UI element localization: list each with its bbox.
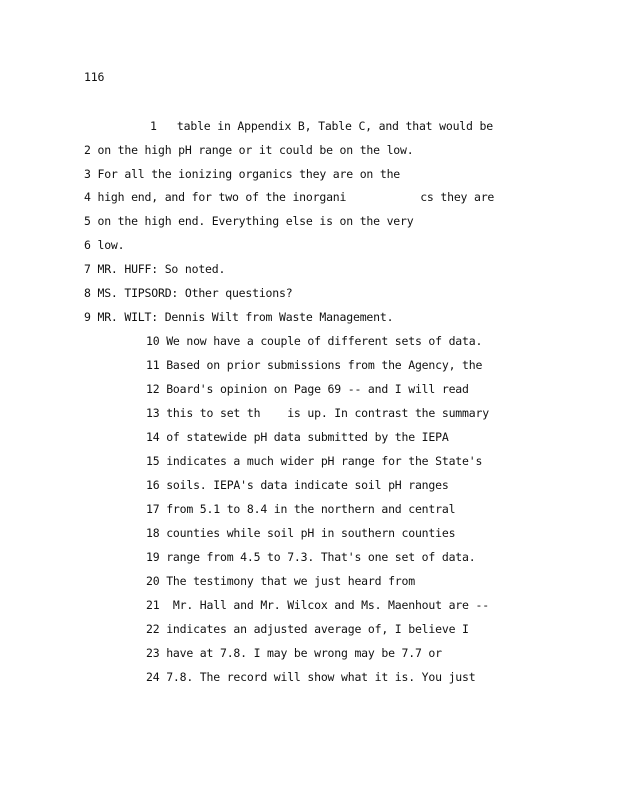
page-number: 116 [84,70,105,84]
line-number: 21 [146,598,160,612]
transcript-line [146,622,469,636]
line-text: Board's opinion on Page 69 -- and I will read [166,382,469,396]
line-number: 17 [146,502,160,516]
line-number: 4 [84,190,91,204]
transcript-line [150,119,493,133]
line-text: 7.8. The record will show what it is. You just [166,670,476,684]
line-text: on the high end. Everything else is on the very [97,214,414,228]
line-text: indicates an adjusted average of, I believe I [166,622,469,636]
line-text: soils. IEPA's data indicate soil pH ranges [166,478,449,492]
line-number: 1 [150,119,157,133]
transcript-line [146,502,455,516]
line-number: 24 [146,670,160,684]
line-text: counties while soil pH in southern counties [166,526,456,540]
transcript-line [146,406,489,420]
line-text: have at 7.8. I may be wrong may be 7.7 or [166,646,442,660]
line-number: 23 [146,646,160,660]
line-number: 6 [84,238,91,252]
line-text: high end, and for two of the inorgani cs they are [97,190,495,204]
line-number: 11 [146,358,160,372]
transcript-line [84,286,292,300]
line-text: indicates a much wider pH range for the State's [166,454,483,468]
transcript-line [84,238,124,252]
transcript-line [146,670,475,684]
line-number: 12 [146,382,160,396]
transcript-line [84,310,393,324]
line-number: 18 [146,526,160,540]
transcript-line [146,646,442,660]
line-number: 7 [84,262,91,276]
line-text: We now have a couple of different sets of data. [166,334,483,348]
line-number: 10 [146,334,160,348]
line-text: range from 4.5 to 7.3. That's one set of data. [166,550,476,564]
transcript-line [84,143,413,157]
transcript-line [146,478,449,492]
line-text: MR. WILT: Dennis Wilt from Waste Management. [97,310,394,324]
transcript-line [146,358,482,372]
line-text: from 5.1 to 8.4 in the northern and central [166,502,456,516]
line-text: The testimony that we just heard from [166,574,415,588]
transcript-line [146,574,415,588]
line-number: 16 [146,478,160,492]
line-number: 3 [84,167,91,181]
transcript-line [146,598,489,612]
transcript-line [146,454,482,468]
line-number: 14 [146,430,160,444]
line-text: For all the ionizing organics they are on the [97,167,401,181]
line-text: MS. TIPSORD: Other questions? [97,286,293,300]
transcript-line [84,214,413,228]
line-text: on the high pH range or it could be on the low. [97,143,414,157]
line-number: 13 [146,406,160,420]
line-number: 19 [146,550,160,564]
line-number: 5 [84,214,91,228]
line-number: 2 [84,143,91,157]
line-text: table in Appendix B, Table C, and that would be [176,119,493,133]
line-text: Based on prior submissions from the Agency, the [166,358,483,372]
transcript-line [146,526,455,540]
transcript-line [84,262,225,276]
transcript-line [146,334,482,348]
line-number: 22 [146,622,160,636]
line-number: 8 [84,286,91,300]
line-text: Mr. Hall and Mr. Wilcox and Ms. Maenhout are -- [172,598,489,612]
line-number: 20 [146,574,160,588]
line-number: 15 [146,454,160,468]
line-text: MR. HUFF: So noted. [97,262,226,276]
transcript-line [146,382,469,396]
transcript-line [84,167,400,181]
line-text: of statewide pH data submitted by the IEPA [166,430,449,444]
transcript-line [84,190,494,204]
transcript-line [146,550,475,564]
transcript-line [146,430,449,444]
line-text: low. [97,238,125,252]
line-number: 9 [84,310,91,324]
line-text: this to set th is up. In contrast the summary [166,406,489,420]
